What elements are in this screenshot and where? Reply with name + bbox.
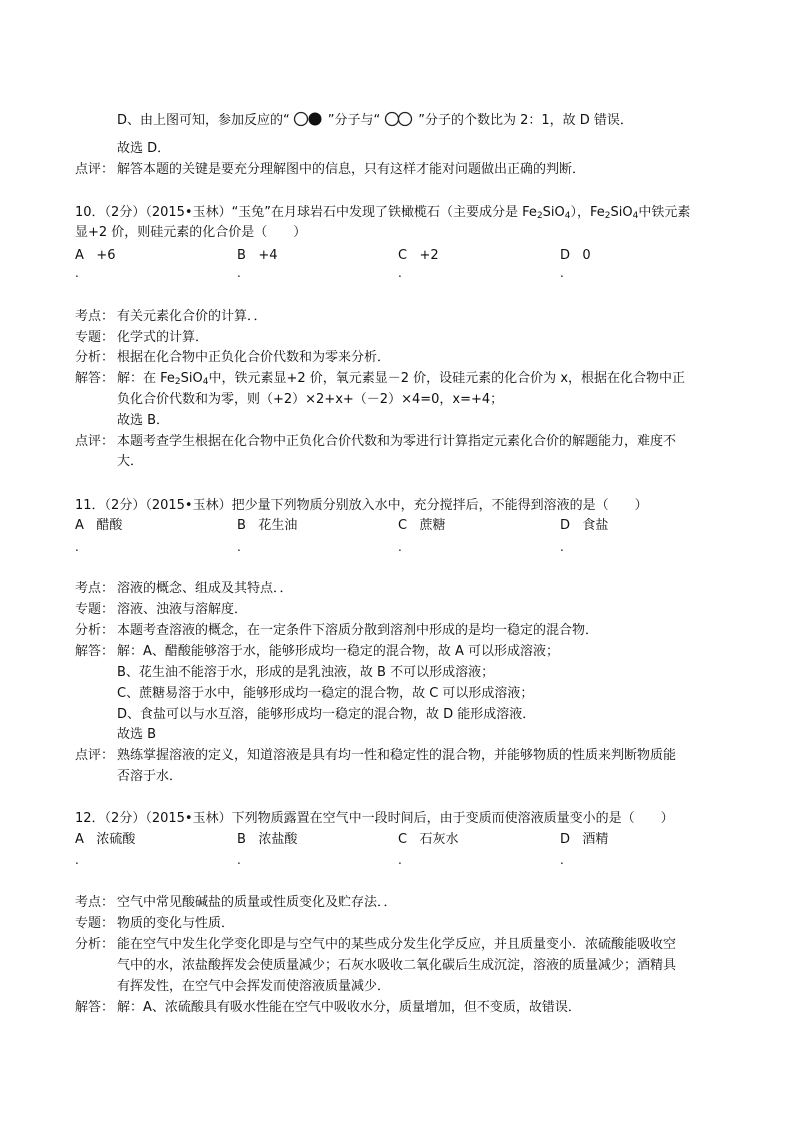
q12-option-a[interactable]: A 浓硫酸 xyxy=(75,832,136,847)
q12-jieda-line1: 解：A、浓硫酸具有吸水性能在空气中吸收水分，质量增加，但不变质，故错误． xyxy=(117,1000,581,1015)
q10-option-dot: . xyxy=(398,266,402,280)
q11-fenxi: 本题考查溶液的概念，在一定条件下溶质分散到溶剂中形成的是均一稳定的混合物． xyxy=(117,623,599,638)
q12-fenxi-line3: 有挥发性，在空气中会挥发而使溶液质量减少． xyxy=(117,979,391,994)
q10-option-dot: . xyxy=(75,266,79,280)
prev-option-d-line: D、由上图可知，参加反应的“ ”分子与“ ”分子的个数比为 2：1，故 D 错误． xyxy=(117,113,633,128)
q12-fenxi-line1: 能在空气中发生化学变化即是与空气中的某些成分发生化学反应，并且质量变小．浓硫酸能吸收空 xyxy=(117,937,677,952)
q12-fenxi-label: 分析： xyxy=(75,937,115,952)
q10-stem-line2: 显+2 价，则硅元素的化合价是（ ） xyxy=(75,225,307,240)
q11-fenxi-label: 分析： xyxy=(75,623,115,638)
q11-jieda-line4: D、食盐可以与水互溶，能够形成均一稳定的混合物，故 D 能形成溶液． xyxy=(117,707,536,722)
q10-option-dot: . xyxy=(560,266,564,280)
q10-fenxi: 根据在化合物中正负化合价代数和为零来分析． xyxy=(117,350,391,365)
q11-jieda-line1: 解：A、醋酸能够溶于水，能够形成均一稳定的混合物，故 A 可以形成溶液； xyxy=(117,644,560,659)
q11-dianping-label: 点评： xyxy=(75,748,115,763)
q12-fenxi-line2: 气中的水，浓盐酸挥发会使质量减少；石灰水吸收二氧化碳后生成沉淀，溶液的质量减少；酒精具 xyxy=(117,958,677,973)
q11-dianping-line1: 熟练掌握溶液的定义，知道溶液是具有均一性和稳定性的混合物，并能够物质的性质来判断物质能 xyxy=(117,748,677,763)
q11-jieda-line3: C、蔗糖易溶于水中，能够形成均一稳定的混合物，故 C 可以形成溶液； xyxy=(117,686,534,701)
q10-jieda-label: 解答： xyxy=(75,371,115,386)
q12-option-dot: . xyxy=(237,853,241,867)
q10-kaodian: 有关元素化合价的计算．． xyxy=(117,309,267,324)
q12-jieda-label: 解答： xyxy=(75,1000,115,1015)
molecule-white-black-icon xyxy=(291,111,327,127)
q10-option-a[interactable]: A +6 xyxy=(75,248,116,263)
q11-zhuanti: 溶液、浊液与溶解度． xyxy=(117,602,248,617)
q11-dianping-line2: 否溶于水． xyxy=(117,769,183,784)
q11-jieda-line5: 故选 B xyxy=(117,727,157,742)
q11-jieda-line2: B、花生油不能溶于水，形成的是乳浊液，故 B 不可以形成溶液； xyxy=(117,665,495,680)
q11-stem: 11．（2分）（2015•玉林）把少量下列物质分别放入水中，充分搅拌后，不能得到溶液的是（ ） xyxy=(75,498,648,513)
q10-jieda-line1: 解：在 $Fe_2SiO_4$中，铁元素显+2 价，氧元素显－2 价，设硅元素的化合价为 x，根据在化合物中正 xyxy=(117,371,686,387)
q12-zhuanti: 物质的变化与性质． xyxy=(117,916,235,931)
q11-option-dot: . xyxy=(560,540,564,554)
q12-option-dot: . xyxy=(75,853,79,867)
q10-stem-line1: 10．（2分）（2015•玉林）“玉兔”在月球岩石中发现了铁橄榄石（主要成分是 $Fe_2SiO_4$），$Fe_2SiO_4$中铁元素 xyxy=(75,205,691,221)
q11-option-c[interactable]: C 蔗糖 xyxy=(398,518,446,533)
q11-option-b[interactable]: B 花生油 xyxy=(237,518,298,533)
q10-option-b[interactable]: B +4 xyxy=(237,248,278,263)
q10-option-dot: . xyxy=(237,266,241,280)
q12-option-b[interactable]: B 浓盐酸 xyxy=(237,832,298,847)
q11-jieda-label: 解答： xyxy=(75,644,115,659)
q10-option-d[interactable]: D 0 xyxy=(560,248,591,263)
q10-dianping-label: 点评： xyxy=(75,434,115,449)
q12-stem: 12．（2分）（2015•玉林）下列物质露置在空气中一段时间后，由于变质而使溶液质量变小的是（ ） xyxy=(75,811,674,826)
q11-kaodian-label: 考点： xyxy=(75,581,115,596)
q11-kaodian: 溶液的概念、组成及其特点．． xyxy=(117,581,293,596)
q12-kaodian: 空气中常见酸碱盐的质量或性质变化及贮存法．． xyxy=(117,895,397,910)
prev-comment-label: 点评： xyxy=(75,162,115,177)
molecule-white-white-icon xyxy=(381,111,417,127)
q12-option-d[interactable]: D 酒精 xyxy=(560,832,609,847)
q10-dianping-line1: 本题考查学生根据在化合物中正负化合价代数和为零进行计算指定元素化合价的解题能力，难度不 xyxy=(117,434,677,449)
prev-conclusion: 故选 D． xyxy=(117,141,171,156)
q11-option-dot: . xyxy=(237,540,241,554)
q11-option-dot: . xyxy=(398,540,402,554)
q11-option-a[interactable]: A 醋酸 xyxy=(75,518,123,533)
q10-zhuanti-label: 专题： xyxy=(75,330,115,345)
q12-option-c[interactable]: C 石灰水 xyxy=(398,832,459,847)
q10-jieda-line3: 故选 B． xyxy=(117,413,170,428)
q12-kaodian-label: 考点： xyxy=(75,895,115,910)
q12-option-dot: . xyxy=(560,853,564,867)
q11-option-dot: . xyxy=(75,540,79,554)
q10-jieda-line2: 负化合价代数和为零，则（+2）×2+x+（－2）×4=0，x=+4； xyxy=(117,392,504,407)
prev-comment-text: 解答本题的关键是要充分理解图中的信息，只有这样才能对问题做出正确的判断． xyxy=(117,162,586,177)
q11-option-d[interactable]: D 食盐 xyxy=(560,518,609,533)
q10-kaodian-label: 考点： xyxy=(75,309,115,324)
q10-dianping-line2: 大． xyxy=(117,454,144,469)
q11-zhuanti-label: 专题： xyxy=(75,602,115,617)
q10-option-c[interactable]: C +2 xyxy=(398,248,439,263)
q10-fenxi-label: 分析： xyxy=(75,350,115,365)
q10-zhuanti: 化学式的计算． xyxy=(117,330,209,345)
q12-zhuanti-label: 专题： xyxy=(75,916,115,931)
q12-option-dot: . xyxy=(398,853,402,867)
